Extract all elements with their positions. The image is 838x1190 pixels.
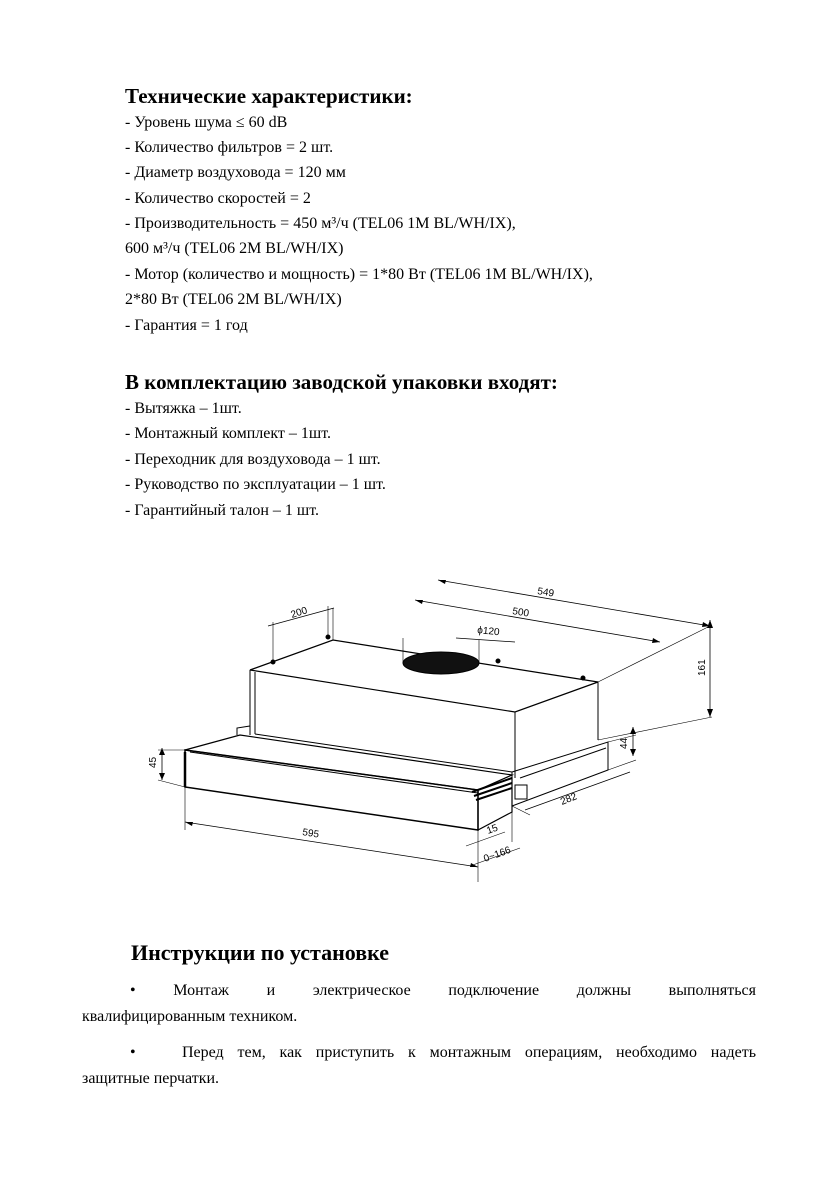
word: выполняться (668, 982, 756, 999)
dim-duct-diameter: ϕ120 (476, 625, 501, 639)
package-item-warranty-card: - Гарантийный талон – 1 шт. (125, 502, 320, 519)
dim-282: 282 (559, 791, 579, 808)
install-item-1 (82, 978, 756, 1030)
dim-595: 595 (301, 827, 320, 841)
package-item-manual: - Руководство по эксплуатации – 1 шт. (125, 476, 386, 493)
package-title: В комплектацию заводской упаковки входят: (125, 370, 558, 394)
dim-549: 549 (536, 586, 555, 600)
word: должны (576, 982, 631, 999)
spec-motor: - Мотор (количество и мощность) = 1*80 Вт (TEL06 1M BL/WH/IX), (125, 266, 593, 283)
hood-top-surface (250, 640, 598, 712)
spec-capacity-cont: 600 м³/ч (TEL06 2M BL/WH/IX) (125, 240, 344, 257)
word: и (266, 982, 276, 999)
install-item-2-cont: защитные перчатки. (82, 1070, 220, 1087)
package-item-hood: - Вытяжка – 1шт. (125, 400, 242, 417)
duct-opening (403, 652, 479, 674)
spec-speeds: - Количество скоростей = 2 (125, 190, 311, 207)
package-item-mount-kit: - Монтажный комплект – 1шт. (125, 425, 332, 442)
spec-noise: - Уровень шума ≤ 60 dB (125, 114, 288, 131)
install-item-1-cont: квалифицированным техником. (82, 1008, 298, 1025)
spec-duct-diameter: - Диаметр воздуховода = 120 мм (125, 164, 346, 181)
package-item-adapter: - Переходник для воздуховода – 1 шт. (125, 451, 381, 468)
specs-title: Технические характеристики: (125, 84, 413, 108)
drawer-front (185, 750, 478, 830)
spec-capacity: - Производительность = 450 м³/ч (TEL06 1M BL/WH/IX), (125, 215, 516, 232)
dim-161: 161 (697, 659, 708, 676)
dim-slide-range: 0~166 (482, 844, 513, 865)
dim-15: 15 (485, 822, 500, 837)
install-item-2-line1: Перед тем, как приступить к монтажным операциям, необходимо надеть (182, 1044, 756, 1061)
bullet: • (130, 1044, 136, 1061)
dim-500: 500 (511, 606, 530, 620)
dim-200: 200 (289, 605, 309, 621)
spec-warranty: - Гарантия = 1 год (125, 317, 248, 334)
install-title: Инструкции по установке (131, 940, 390, 965)
bullet: • (130, 982, 136, 999)
word: Монтаж (173, 982, 229, 999)
dim-44: 44 (619, 737, 630, 749)
install-item-2 (82, 1040, 756, 1092)
drawer-top-panel (185, 735, 512, 790)
word: подключение (448, 982, 540, 999)
spec-motor-cont: 2*80 Вт (TEL06 2M BL/WH/IX) (125, 291, 342, 308)
word: электрическое (312, 982, 411, 999)
spec-filters: - Количество фильтров = 2 шт. (125, 139, 334, 156)
dim-45: 45 (148, 756, 159, 768)
